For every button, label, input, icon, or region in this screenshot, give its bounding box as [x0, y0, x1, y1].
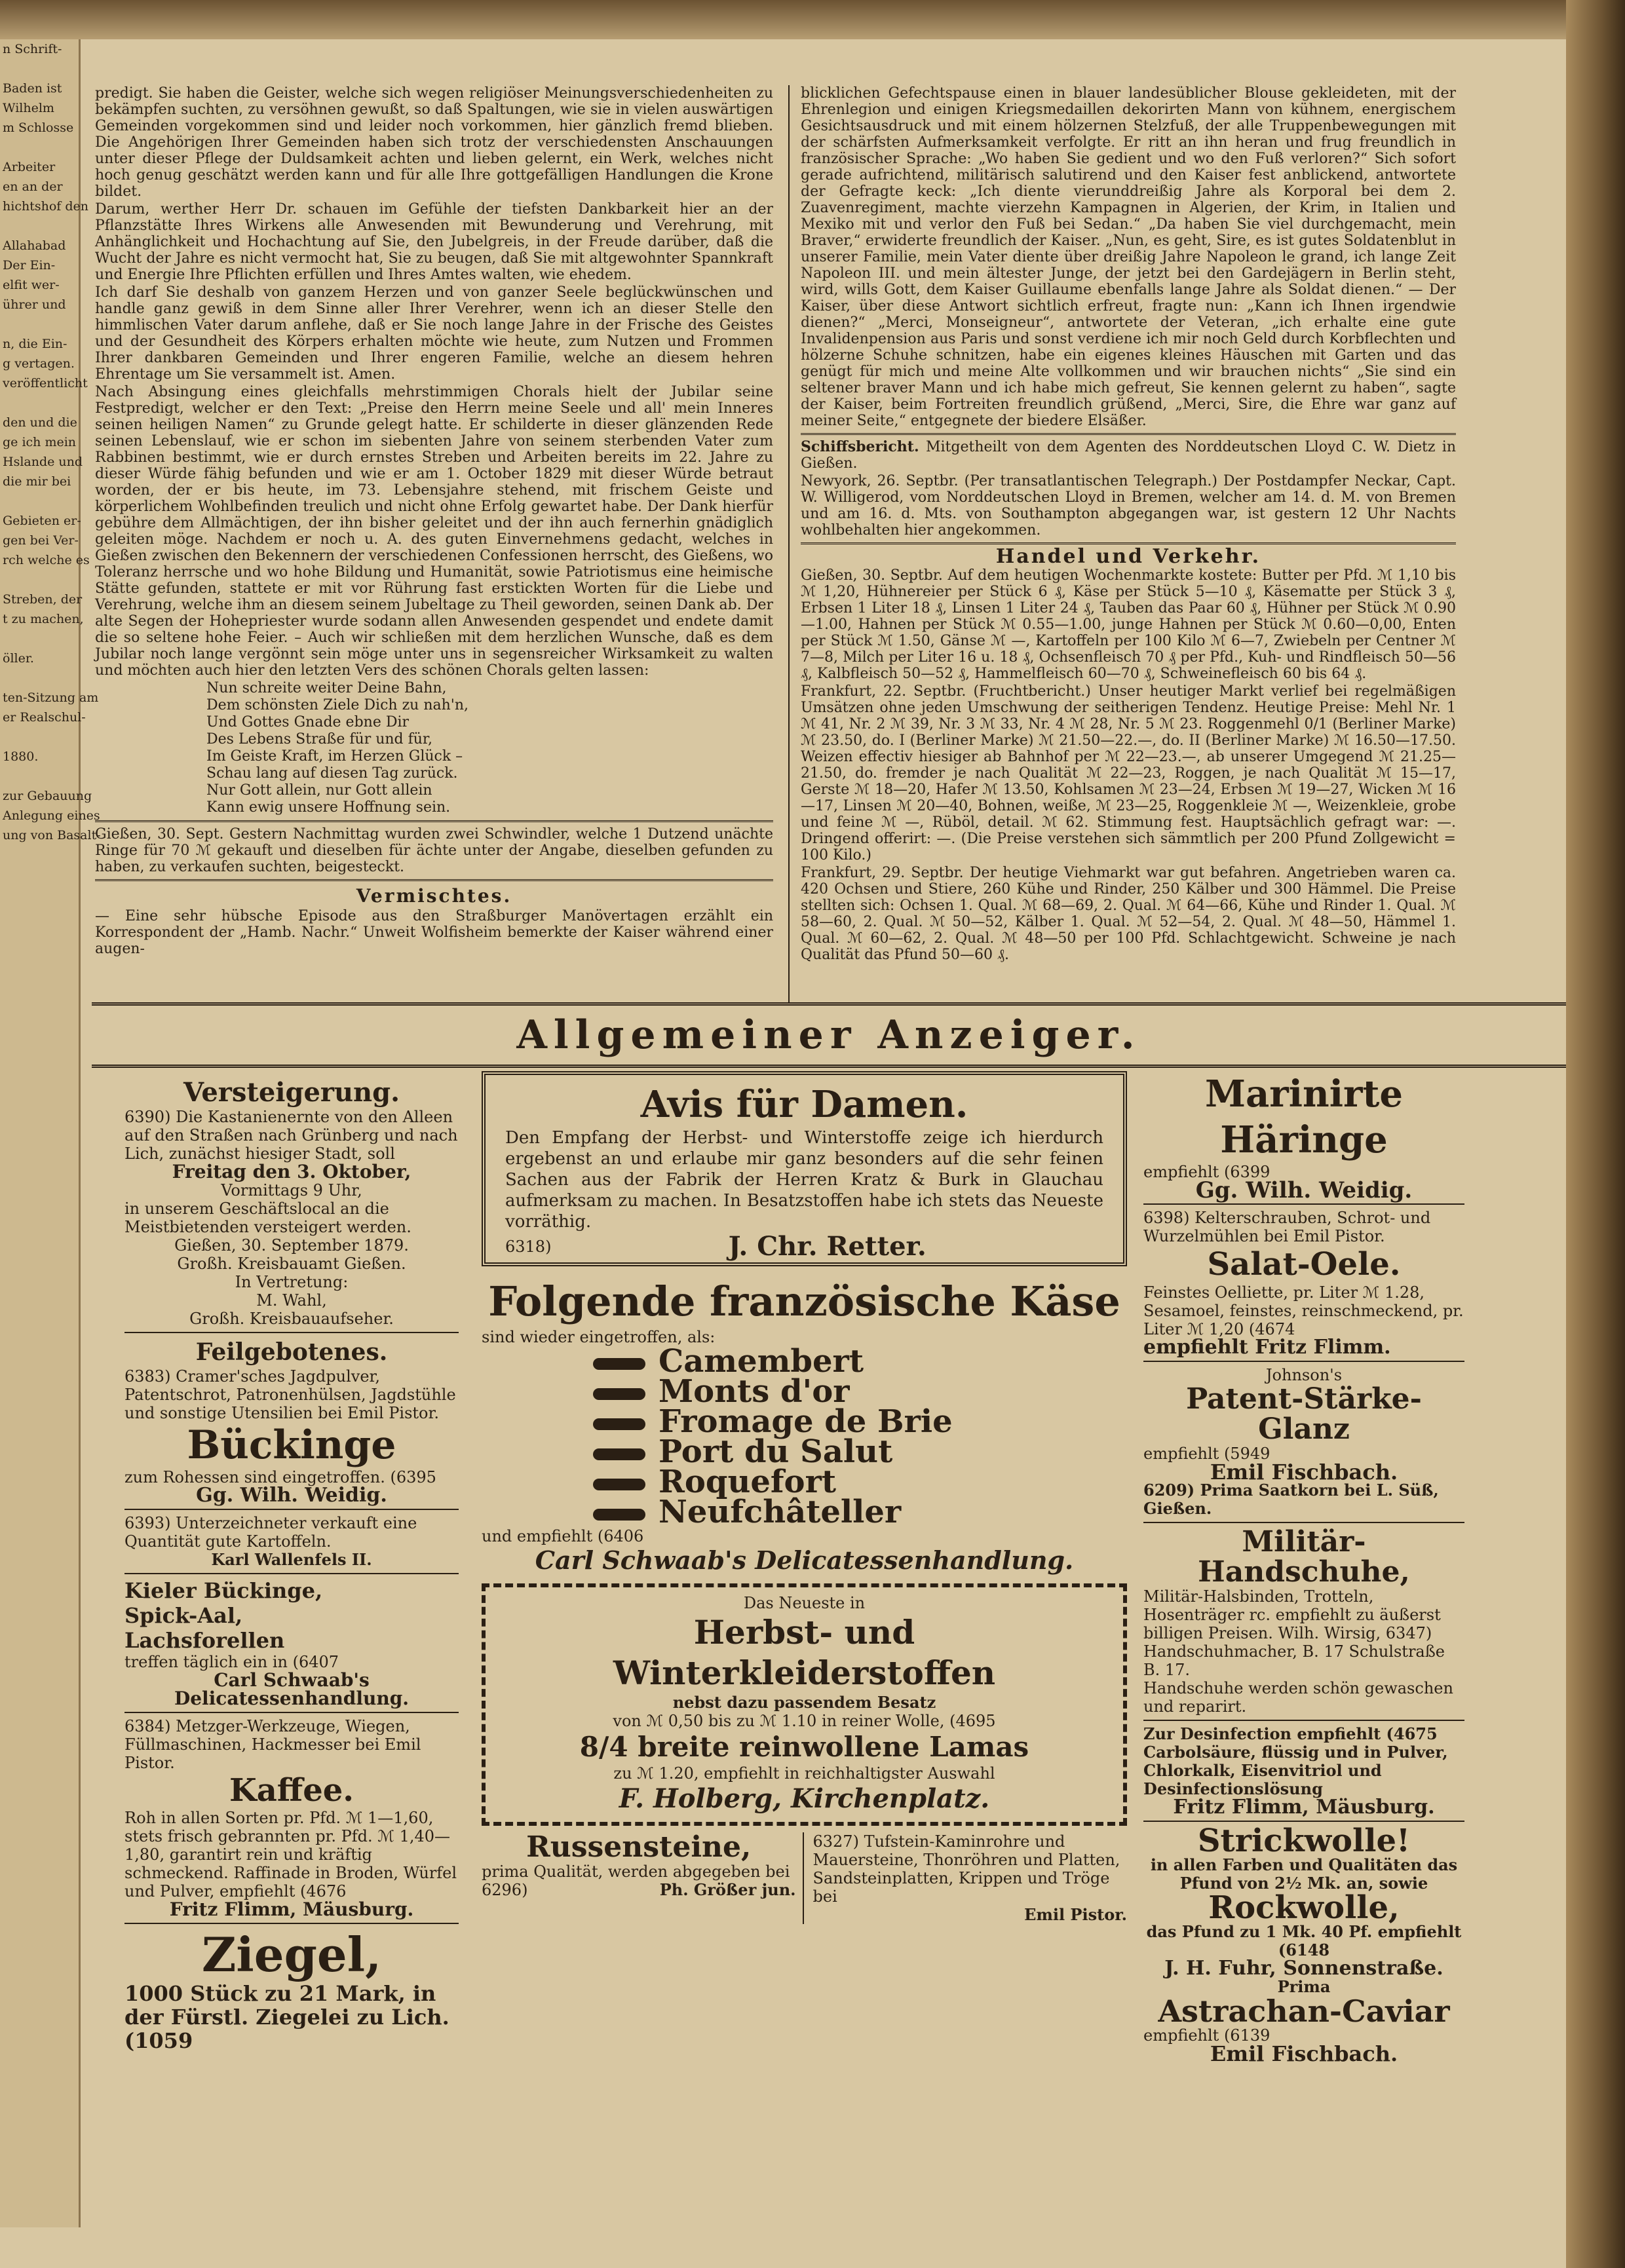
subheading: Mitgetheilt von dem Agenten des Norddeutschen Lloyd C. W. Dietz in Gießen. — [801, 439, 1456, 472]
poem-line: Dem schönsten Ziele Dich zu nah'n, — [206, 697, 468, 713]
paragraph: Darum, werther Herr Dr. schauen im Gefühle der tiefsten Dankbarkeit hier an der Pflanzstätte Ihres Wirkens alle Anwesenden mit Bewunderung und Verehrung, mit Anhänglichkeit und Hochachtung auf Sie, den Jubelgreis, in der Freude darüber, daß die Wucht der Jahre es nicht vermocht hat, Sie zu beugen, daß Sie mit altgewohnter Spannkraft und Energie Ihre Pflichten erfüllen und Ihres Amtes walten, wie ehedem. — [95, 201, 773, 283]
edge-fragment: zur Gebauung — [3, 789, 92, 803]
edge-fragment: die mir bei — [3, 474, 71, 489]
ad-text: von ℳ 0,50 bis zu ℳ 1.10 in reiner Wolle, (4695 — [613, 1712, 996, 1730]
poem-line: Im Geiste Kraft, im Herzen Glück – — [206, 748, 463, 765]
ad-title: Kaffee. — [229, 1772, 354, 1809]
pointing-hand-icon — [593, 1358, 645, 1370]
ad-text: das Pfund zu 1 Mk. 40 Pf. empfiehlt (6148 — [1146, 1922, 1462, 1959]
ad-text: 6390) Die Kastanienernte von den Alleen auf den Straßen nach Grünberg und nach Lich, zunächst hiesiger Stadt, soll — [124, 1108, 458, 1163]
poem-line: Des Lebens Straße für und für, — [206, 731, 433, 747]
ad-text: Johnson's — [1265, 1366, 1343, 1384]
edge-fragment: ge ich mein — [3, 435, 77, 449]
poem-line: Nur Gott allein, nur Gott allein — [206, 782, 432, 799]
ad-text: empfiehlt (6139 — [1143, 2026, 1271, 2045]
ad-signature: J. H. Fuhr, Sonnenstraße. — [1164, 1957, 1443, 1980]
divider — [124, 1712, 459, 1713]
edge-fragment: Arbeiter — [3, 160, 56, 174]
ad-number: 6318) — [505, 1238, 552, 1256]
herbst-box — [482, 1583, 1127, 1826]
ad-text: Carl Schwaab's Delicatessenhandlung. — [174, 1669, 410, 1709]
paragraph: — Eine sehr hübsche Episode aus den Straßburger Manövertagen erzählt ein Korrespondent der „Hamb. Nachr.“ Unweit Wolfisheim bemerkte der Kaiser während einer augen- — [95, 908, 773, 957]
ad-text: Roh in allen Sorten pr. Pfd. ℳ 1—1,60, stets frisch gebrannten pr. Pfd. ℳ 1,40—1,80, garantirt rein und kräftig schmeckend. Raffinade in Broden, Würfel und Pulver, empfiehlt (4676 — [124, 1809, 457, 1900]
edge-fragment: veröffentlicht — [3, 376, 88, 390]
edge-fragment: gen bei Ver- — [3, 533, 79, 548]
ad-title: Russensteine, — [526, 1830, 752, 1864]
section-heading: Handel und Verkehr. — [995, 545, 1261, 568]
ad-signature: Emil Pistor. — [1024, 1905, 1127, 1924]
ad-title: Marinirte Häringe — [1204, 1072, 1404, 1162]
cheese-item: Fromage de Brie — [482, 1407, 1127, 1437]
column-right — [801, 85, 1456, 964]
edge-fragment: Wilhelm — [3, 101, 54, 115]
edge-fragment: n Schrift- — [3, 42, 62, 56]
section-divider — [92, 1065, 1566, 1068]
top-shadow — [0, 0, 1625, 39]
divider — [1143, 1720, 1464, 1721]
ads-left — [124, 1078, 459, 2052]
ad-signature: J. Chr. Retter. — [728, 1231, 927, 1262]
ad-signature: empfiehlt Fritz Flimm. — [1143, 1336, 1391, 1359]
ad-signature: F. Holberg, Kirchenplatz. — [619, 1783, 990, 1814]
edge-fragment — [0, 491, 79, 511]
ad-text: zu ℳ 1.20, empfiehlt in reichhaltigster Auswahl — [613, 1764, 995, 1783]
divider — [1143, 1361, 1464, 1362]
paragraph: Frankfurt, 22. Septbr. (Fruchtbericht.) Unser heutiger Markt verlief bei regelmäßigen Umsätzen ohne jeden Umschwung der seitherigen Tendenz. Heutige Preise: Mehl Nr. 1 ℳ 41, Nr. 2 ℳ 39, Nr. 3 ℳ 33, Nr. 4 ℳ 28, Nr. 5 ℳ 23. Roggenmehl 0/1 (Berliner Marke) ℳ 23.50, do. I (Berliner Marke) ℳ 21.50—22.—, do. II (Berliner Marke) ℳ 16.50—17.50. Weizen effectiv hiesiger ab Bahnhof per ℳ 22—23.—, ab unserer Umgegend ℳ 21.25—21.50, do. fremder je nach Qualität ℳ 22—23, Roggen, je nach Qualität ℳ 15—17, Gerste ℳ 18—20, Hafer ℳ 13.50, Kohlsamen ℳ 23—24, Erbsen ℳ 19—27, Wicken ℳ 16—17, Linsen ℳ 20—40, Bohnen, weiße, ℳ 23—25, Roggenkleie ℳ —, Weizenkleie, grobe und feine ℳ —, Rüböl, detail. ℳ 62. Stimmung fest. Hauptsächlich gefragt war: —. Dringend offerirt: —. (Die Preise verstehen sich sämmtlich per 200 Pfund Zollgewicht = 100 Kilo.) — [801, 683, 1456, 863]
edge-fragment — [0, 727, 79, 747]
edge-fragment — [0, 59, 79, 79]
column-left — [95, 85, 773, 958]
ad-text: Das Neueste in — [743, 1594, 866, 1612]
edge-fragment — [0, 766, 79, 786]
edge-fragment — [0, 314, 79, 334]
news-giessen: Gießen, 30. Sept. Gestern Nachmittag wurden zwei Schwindler, welche 1 Dutzend unächte Ringe für 70 ℳ gekauft und dieselben für ächte unter der Angabe, dieselben gefunden zu haben, zu verkaufen suchten, beigesteckt. — [95, 826, 773, 875]
cheese-item: Monts d'or — [482, 1376, 1127, 1407]
ad-title: Strickwolle! — [1197, 1823, 1411, 1859]
ad-signature: Fritz Flimm, Mäusburg. — [1173, 1796, 1435, 1819]
ad-text: und empfiehlt (6406 — [482, 1527, 644, 1545]
paragraph: Frankfurt, 29. Septbr. Der heutige Viehmarkt war gut befahren. Angetrieben waren ca. 420 Ochsen und Stiere, 260 Kühe und Rinder, 250 Kälber und 300 Hämmel. Die Preise stellten sich: Ochsen 1. Qual. ℳ 68—69, 2. Qual. ℳ 64—66, Kühe und Rinder 1. Qual. ℳ 58—60, 2. Qual. ℳ 50—52, Kälber 1. Qual. ℳ 52—54, 2. Qual. ℳ 48—50, Hämmel 1. Qual. ℳ 60—62, 2. Qual. ℳ 48—50 per 100 Pfd. Schlachtgewicht. Schweine je nach Qualität das Pfund 50—60 ₰. — [801, 865, 1456, 963]
ad-title: Bückinge — [187, 1422, 396, 1468]
ad-signature: Ph. Größer jun. — [659, 1880, 796, 1899]
divider — [1143, 1821, 1464, 1822]
divider — [801, 542, 1456, 544]
ad-text: Spick-Aal, — [124, 1603, 243, 1628]
ad-text: Handschuhe werden schön gewaschen und reparirt. — [1143, 1679, 1453, 1716]
ad-text: Kieler Bückinge, — [124, 1578, 323, 1603]
ad-text: 6398) Kelterschrauben, Schrot- und Wurzelmühlen bei Emil Pistor. — [1143, 1209, 1431, 1245]
ad-title: 8/4 breite reinwollene Lamas — [579, 1731, 1029, 1763]
ad-text: Lachsforellen — [124, 1628, 285, 1653]
paragraph: Gießen, 30. Septbr. Auf dem heutigen Wochenmarkte kostete: Butter per Pfd. ℳ 1,10 bis ℳ 1,20, Hühnereier per Stück 6 ₰, Käse per Stück 5—10 ₰, Käsematte per Stück 3 ₰, Erbsen 1 Liter 18 ₰, Linsen 1 Liter 24 ₰, Tauben das Paar 60 ₰, Hühner per Stück ℳ 0.90—1.00, Hahnen per Stück ℳ 0.55—1.00, junge Hahnen per Stück ℳ 0.60—0,00, Enten per Stück ℳ 1.50, Gänse ℳ —, Kartoffeln per 100 Kilo ℳ 6—7, Zwiebeln per Centner ℳ 7—8, Milch per Liter 16 u. 18 ₰, Ochsenfleisch 70 ₰ per Pfd., Kuh- und Rindfleisch 50—56 ₰, Kalbfleisch 50—52 ₰, Hammelfleisch 60—70 ₰, Schweinefleisch 60 bis 64 ₰. — [801, 567, 1456, 682]
left-page-fragment — [0, 39, 101, 2227]
section-heading: Vermischtes. — [356, 885, 512, 907]
pointing-hand-icon — [593, 1418, 645, 1430]
cheese-item: Port du Salut — [482, 1437, 1127, 1467]
edge-fragment: Der Ein- — [3, 258, 56, 273]
paragraph: Ich darf Sie deshalb von ganzem Herzen und von ganzer Seele beglückwünschen und handle ganz gewiß in dem Sinne aller Ihrer Verehrer, wenn ich an dieser Stelle den himmlischen Vater darum anflehe, daß er Sie noch lange Jahre in der Frische des Geistes und der Gesundheit des Körpers erhalten möchte wie heute, zum Nutzen und Frommen Ihrer dankbaren Gemeinden und Ihrer engeren Familie, welche an diesem hehren Ehrentage um Sie versammelt ist. Amen. — [95, 284, 773, 383]
ad-text: nebst dazu passendem Besatz — [672, 1693, 936, 1712]
divider — [1143, 1522, 1464, 1523]
ad-text: prima Qualität, werden abgegeben bei — [482, 1862, 790, 1881]
edge-fragment: rch welche es — [3, 553, 90, 567]
pointing-hand-icon — [593, 1448, 645, 1460]
poem-line: Schau lang auf diesen Tag zurück. — [206, 765, 458, 782]
divider — [124, 1509, 459, 1510]
edge-fragment — [0, 668, 79, 688]
ad-text: M. Wahl, — [256, 1291, 327, 1310]
ad-text: Zur Desinfection empfiehlt (4675 Carbolsäure, flüssig und in Pulver, Chlorkalk, Eisenvitriol und Desinfectionslösung — [1143, 1724, 1448, 1798]
ad-text: Feinstes Oelliette, pr. Liter ℳ 1.28, Sesamoel, feinstes, reinschmeckend, pr. Liter ℳ 1,20 (4674 — [1143, 1283, 1464, 1338]
ad-text: Großh. Kreisbauaufseher. — [189, 1310, 394, 1328]
ad-text: sind wieder eingetroffen, als: — [482, 1328, 716, 1346]
ad-text: 6384) Metzger-Werkzeuge, Wiegen, Füllmaschinen, Hackmesser bei Emil Pistor. — [124, 1717, 421, 1772]
section-divider — [92, 1002, 1566, 1006]
ad-title: Folgende französische Käse — [488, 1277, 1120, 1325]
edge-fragment: Anlegung eines — [3, 808, 100, 823]
column-rule — [788, 85, 790, 1002]
edge-fragment: Gebieten er- — [3, 514, 81, 528]
ad-text: Prima — [1277, 1977, 1331, 1996]
ad-text: 6383) Cramer'sches Jagdpulver, Patentschrot, Patronenhülsen, Jagdstühle und sonstige Utensilien bei Emil Pistor. — [124, 1367, 456, 1422]
ad-title: Militär-Handschuhe, — [1198, 1525, 1410, 1589]
ad-text: in unserem Geschäftslocal an die Meistbietenden versteigert werden. — [124, 1200, 411, 1236]
ad-title: Feilgebotenes. — [195, 1338, 388, 1366]
edge-fragment — [0, 570, 79, 590]
edge-fragment: ten-Sitzung am — [3, 690, 99, 705]
ad-text: 6327) Tufstein-Kaminrohre und Mauersteine, Thonröhren und Platten, Sandsteinplatten, Krippen und Tröge bei — [812, 1832, 1120, 1906]
ad-signature: Emil Fischbach. — [1210, 2041, 1398, 2066]
ad-text: treffen täglich ein in (6407 — [124, 1653, 339, 1671]
divider — [124, 1573, 459, 1574]
pointing-hand-icon — [593, 1388, 645, 1400]
ad-text: 6209) Prima Saatkorn bei L. Süß, Gießen. — [1143, 1481, 1439, 1518]
ad-title: Avis für Damen. — [640, 1083, 968, 1126]
ad-title: Patent-Stärke-Glanz — [1186, 1382, 1422, 1446]
ad-text: Gg. Wilh. Weidig. — [196, 1484, 387, 1507]
edge-fragment: öller. — [3, 651, 34, 666]
avis-box — [482, 1071, 1127, 1266]
ad-number: 6296) — [482, 1881, 528, 1899]
ad-text: Großh. Kreisbauamt Gießen. — [177, 1255, 406, 1273]
ad-text: empfiehlt (6399 — [1143, 1163, 1271, 1181]
edge-fragment — [0, 393, 79, 413]
ad-text: In Vertretung: — [235, 1273, 349, 1291]
ad-title: Herbst- und Winterkleiderstoffen — [613, 1613, 996, 1692]
ad-title: Rockwolle, — [1208, 1889, 1400, 1926]
ad-text: in allen Farben und Qualitäten das Pfund von 2½ Mk. an, sowie — [1150, 1855, 1458, 1893]
ads-middle — [482, 1071, 1127, 1924]
divider — [124, 1332, 459, 1333]
book-edge — [1566, 0, 1625, 2268]
edge-fragment: den und die — [3, 415, 77, 430]
edge-fragment: hichtshof den — [3, 199, 88, 214]
edge-fragment — [0, 138, 79, 157]
edge-fragment: Hslande und — [3, 455, 83, 469]
paragraph: Newyork, 26. Septbr. (Per transatlantischen Telegraph.) Der Postdampfer Neckar, Capt. W. Willigerod, vom Norddeutschen Lloyd in Bremen, welcher am 14. d. M. von Bremen und am 16. d. Mts. von Southampton abgegangen war, ist gestern 12 Uhr Nachts wohlbehalten hier angekommen. — [801, 473, 1456, 539]
russensteine-ad — [482, 1832, 804, 1924]
ad-title: Ziegel, — [201, 1927, 382, 1982]
edge-fragment: t zu machen, — [3, 612, 84, 626]
cheese-item: Neufchâteller — [482, 1497, 1127, 1527]
ad-text: Den Empfang der Herbst- und Winterstoffe zeige ich hierdurch ergebenst an und erlaube mir ganz besonders auf die sehr feinen Sachen aus der Fabrik der Herren Kratz & Burk in Glauchau aufmerksam zu machen. In Besatzstoffen habe ich stets das Neueste vorräthig. — [505, 1128, 1103, 1232]
section-heading: Schiffsbericht. — [801, 438, 919, 455]
divider — [1143, 1203, 1464, 1205]
edge-fragment: g vertagen. — [3, 356, 75, 371]
cheese-item: Camembert — [482, 1346, 1127, 1376]
ad-signature: Emil Fischbach. — [1210, 1460, 1398, 1484]
ad-signature: Carl Schwaab's Delicatessenhandlung. — [535, 1545, 1074, 1575]
edge-fragment: en an der — [3, 180, 63, 194]
ads-right — [1143, 1071, 1464, 2066]
divider — [124, 1923, 459, 1924]
divider — [95, 820, 773, 822]
edge-fragment: 1880. — [3, 749, 39, 764]
divider — [95, 879, 773, 881]
divider — [801, 433, 1456, 435]
ad-signature: Gg. Wilh. Weidig. — [1195, 1177, 1413, 1203]
cheese-item: Roquefort — [482, 1467, 1127, 1497]
edge-fragment: Baden ist — [3, 81, 62, 96]
ad-title: Astrachan-Caviar — [1158, 1994, 1450, 2029]
anzeiger-heading: Allgemeiner Anzeiger. — [516, 1012, 1141, 1058]
poem-line: Nun schreite weiter Deine Bahn, — [206, 680, 447, 696]
pointing-hand-icon — [593, 1509, 645, 1521]
ad-text: Fritz Flimm, Mäusburg. — [169, 1899, 414, 1920]
ad-text: Militär-Halsbinden, Trotteln, Hosenträger rc. empfiehlt zu äußerst billigen Preisen. Wilh. Wirsig, 6347) Handschuhmacher, B. 17 Schulstraße B. 17. — [1143, 1587, 1445, 1679]
edge-fragment — [0, 629, 79, 649]
ad-text: 1000 Stück zu 21 Mark, in der Fürstl. Ziegelei zu Lich. (1059 — [124, 1981, 449, 2053]
ad-text: Karl Wallenfels II. — [211, 1550, 372, 1569]
ad-text: 6393) Unterzeichneter verkauft eine Quantität gute Kartoffeln. — [124, 1514, 417, 1551]
edge-fragment: m Schlosse — [3, 121, 74, 135]
ad-text: Vormittags 9 Uhr, — [221, 1181, 362, 1200]
edge-fragment: er Realschul- — [3, 710, 86, 725]
poem — [95, 680, 773, 816]
edge-fragment: ung von Basalt- — [3, 828, 101, 842]
poem-line: Kann ewig unsere Hoffnung sein. — [206, 799, 451, 816]
ad-text: Freitag den 3. Oktober, — [172, 1161, 411, 1182]
paragraph: predigt. Sie haben die Geister, welche sich wegen religiöser Meinungsverschiedenheiten zu bekämpfen suchten, zu versöhnen gewußt, so daß Spaltungen, wie sie in vielen auswärtigen Gemeinden vorgekommen sind und leider noch vorkommen, hier gänzlich fremd blieben. Die Angehörigen Ihrer Gemeinden haben sich trotz der verschiedensten Anschauungen unter dieser Pflege der Duldsamkeit achten und lieben gelernt, ein Werk, welches nicht hoch genug geschätzt werden kann und für alle Ihre gottgefälligen Handlungen die Krone bildet. — [95, 85, 773, 200]
tufstein-ad — [804, 1832, 1128, 1924]
ad-title: Salat-Oele. — [1207, 1246, 1401, 1283]
pointing-hand-icon — [593, 1479, 645, 1490]
edge-fragment: n, die Ein- — [3, 337, 67, 351]
ad-text: empfiehlt (5949 — [1143, 1445, 1271, 1463]
edge-fragment: Streben, der — [3, 592, 83, 607]
poem-line: Und Gottes Gnade ebne Dir — [206, 714, 410, 730]
edge-fragment: elfit wer- — [3, 278, 60, 292]
paragraph: blicklichen Gefechtspause einen in blauer landesüblicher Blouse gekleideten, mit der Ehrenlegion und einigen Kriegsmedaillen dekorirten Mann von kühnem, energischem Gesichtsausdruck und mit einem hölzernen Stelzfuß, der alle Truppenbewegungen mit der schärfsten Aufmerksamkeit verfolgte. Er ritt an ihn heran und frug freundlich in französischer Sprache: „Wo haben Sie gedient und wo den Fuß verloren?“ Sich sofort gerade aufrichtend, militärisch salutirend und den Kaiser fest anblickend, antwortete der Gefragte keck: „Ich diente vierunddreißig Jahre als Korporal bei dem 2. Zuavenregiment, machte vierzehn Kampagnen in Algerien, der Krim, in Italien und Mexiko mit und verlor den Fuß bei Sedan.“ „Da haben Sie viel durchgemacht, mein Braver,“ erwiderte freundlich der Kaiser. „Nun, es geht, Sire, es ist gutes Soldatenblut in unserer Familie, mein Vater diente über dreißig Jahre Napoleon le grand, ich lange Zeit Napoleon III. und mein ältester Junge, der jetzt bei den Gardejägern in Berlin steht, wird, wills Gott, dem Kaiser Guillaume ebenfalls lange Jahre als Soldat dienen.“ — Der Kaiser, über diese Antwort sichtlich erfreut, fragte nun: „Kann ich Ihnen irgendwie dienen?“ „Merci, Monseigneur“, antwortete der Veteran, „ich erhalte eine gute Invalidenpension aus Paris und sonst verdiene ich mir noch Geld durch Korbflechten und hölzerne Schuhe schnitzen, habe ein eigenes kleines Häuschen mit Garten und das genügt für mich und meine Alte vollkommen und wir brauchen nichts“ „Sie sind ein seltener braver Mann und ich habe mich gefreut, Sie kennen gelernt zu haben“, sagte der Kaiser, beim Fortreiten freundlich grüßend, „Merci, Sire, die Ehre war ganz auf meiner Seite,“ entgegnete der biedere Elsäßer. — [801, 85, 1456, 429]
edge-fragment: Allahabad — [3, 238, 66, 253]
edge-fragment: ührer und — [3, 297, 66, 312]
ad-text: Gießen, 30. September 1879. — [174, 1236, 409, 1255]
ad-title: Versteigerung. — [183, 1077, 400, 1108]
edge-fragment — [0, 216, 79, 236]
ad-text: zum Rohessen sind eingetroffen. (6395 — [124, 1468, 436, 1486]
paragraph: Nach Absingung eines gleichfalls mehrstimmigen Chorals hielt der Jubilar seine Festpredigt, welcher er den Text: „Preise den Herrn meine Seele und all' mein Inneres seinen heiligen Namen“ zu Grunde gelegt hatte. Er schilderte in dieser glänzenden Rede seinen Lebenslauf, wie er schon im siebenten Jahre von seinem sterbenden Vater zum Rabbinen bestimmt, wie er durch ernstes Streben und Arbeiten bereits im 22. Jahre zu dieser Würde fähig befunden und wie er am 1. October 1829 mit dieser Würde betraut worden, der er bis heute, im 73. Lebensjahre stehend, mit frischem Geiste und körperlichem Wohlbefinden treulich und nicht ohne Erfolg gewartet habe. Der Dank hierfür gebühre dem Allmächtigen, der ihn bisher geleitet und der ihn auch fernerhin gnädiglich geleiten möge. Nachdem er noch u. A. des guten Einvernehmens gedacht, welches in Gießen zwischen den Bekennern der verschiedenen Confessionen herrscht, des Gießens, wo Toleranz herrsche und wo hohe Bildung und Humanität, sowie Patriotismus eine heimische Stätte gefunden, stattete er mit vor Rührung fast erstickten Worten für die Liebe und Verehrung, welche ihm an diesem seinem Jubeltage zu Theil geworden, seinen Dank ab. Der alte Segen der Hohepriester wurde sodann allen Anwesenden gespendet und endete damit die so seltene hohe Feier. – Auch wir schließen mit dem herzlichen Wunsche, daß es dem Jubilar noch lange vergönnt sein möge unter uns in segensreicher Wirksamkeit zu walten und möchten auch hier den letzten Vers des schönen Chorals gelten lassen: — [95, 384, 773, 679]
